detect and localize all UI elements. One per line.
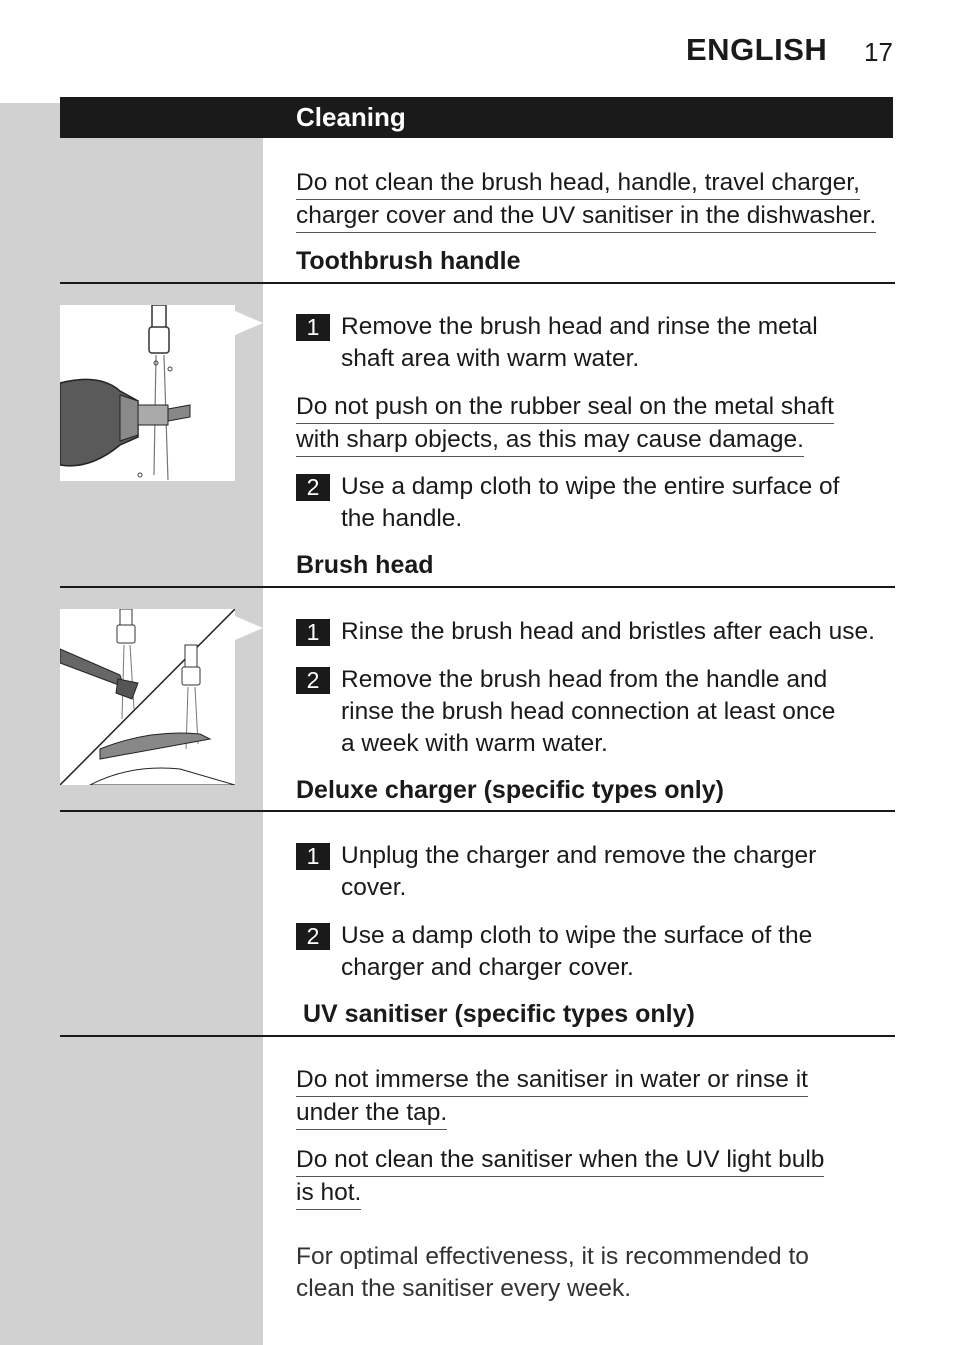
step-line: rinse the brush head connection at least once [341, 698, 836, 725]
step-line: shaft area with warm water. [341, 345, 640, 372]
handle-rinse-illustration [60, 305, 235, 481]
step-number: 2 [296, 667, 330, 694]
subsection-heading: Brush head [296, 551, 434, 579]
step-line: the handle. [341, 505, 463, 532]
note-line: For optimal effectiveness, it is recommended to [296, 1243, 809, 1270]
step-text [341, 840, 816, 904]
page-number: 17 [864, 37, 893, 67]
divider [60, 810, 895, 812]
warning-line: under the tap. [296, 1097, 447, 1130]
tip-note [296, 1241, 809, 1305]
divider [60, 1035, 895, 1037]
step-line: Remove the brush head and rinse the metal [341, 313, 818, 340]
warning-line: Do not clean the brush head, handle, travel charger, [296, 167, 860, 200]
step-line: Use a damp cloth to wipe the surface of the [341, 922, 813, 949]
step-number: 2 [296, 923, 330, 950]
illustration-pointer [235, 616, 263, 640]
step-text [341, 920, 812, 984]
step-number: 2 [296, 474, 330, 501]
brush-rinse-icon [60, 609, 235, 785]
step-number: 1 [296, 843, 330, 870]
subsection-heading: UV sanitiser (specific types only) [303, 1000, 695, 1028]
warning-line: charger cover and the UV sanitiser in the dishwasher. [296, 200, 876, 233]
rubber-seal-warning [296, 391, 834, 457]
hot-bulb-warning [296, 1144, 824, 1210]
step-text [341, 664, 835, 760]
step-line: cover. [341, 874, 407, 901]
brush-head-rinse-illustration [60, 609, 235, 785]
warning-line: Do not push on the rubber seal on the metal shaft [296, 391, 834, 424]
step-line: Unplug the charger and remove the charger [341, 842, 817, 869]
warning-line: Do not immerse the sanitiser in water or rinse it [296, 1064, 808, 1097]
subsection-heading: Toothbrush handle [296, 247, 521, 275]
step-text [341, 311, 818, 375]
divider [60, 282, 895, 284]
divider [60, 586, 895, 588]
subsection-heading: Deluxe charger (specific types only) [296, 776, 724, 804]
section-title-bar [60, 97, 893, 138]
section-title: Cleaning [296, 102, 406, 132]
step-line: Remove the brush head from the handle and [341, 666, 828, 693]
dishwasher-warning [296, 167, 876, 233]
illustration-pointer [235, 311, 263, 335]
warning-line: is hot. [296, 1177, 361, 1210]
step-line: Use a damp cloth to wipe the entire surface of [341, 473, 840, 500]
step-number: 1 [296, 619, 330, 646]
immerse-warning [296, 1064, 808, 1130]
language-label: ENGLISH [686, 32, 828, 67]
step-line: charger and charger cover. [341, 954, 634, 981]
note-line: clean the sanitiser every week. [296, 1275, 631, 1302]
step-number: 1 [296, 314, 330, 341]
step-text [341, 471, 839, 535]
warning-line: Do not clean the sanitiser when the UV light bulb [296, 1144, 824, 1177]
warning-line: with sharp objects, as this may cause damage. [296, 424, 804, 457]
step-text [341, 616, 875, 648]
step-line: Rinse the brush head and bristles after each use. [341, 618, 875, 645]
tap-water-icon [60, 305, 235, 481]
step-line: a week with warm water. [341, 730, 608, 757]
